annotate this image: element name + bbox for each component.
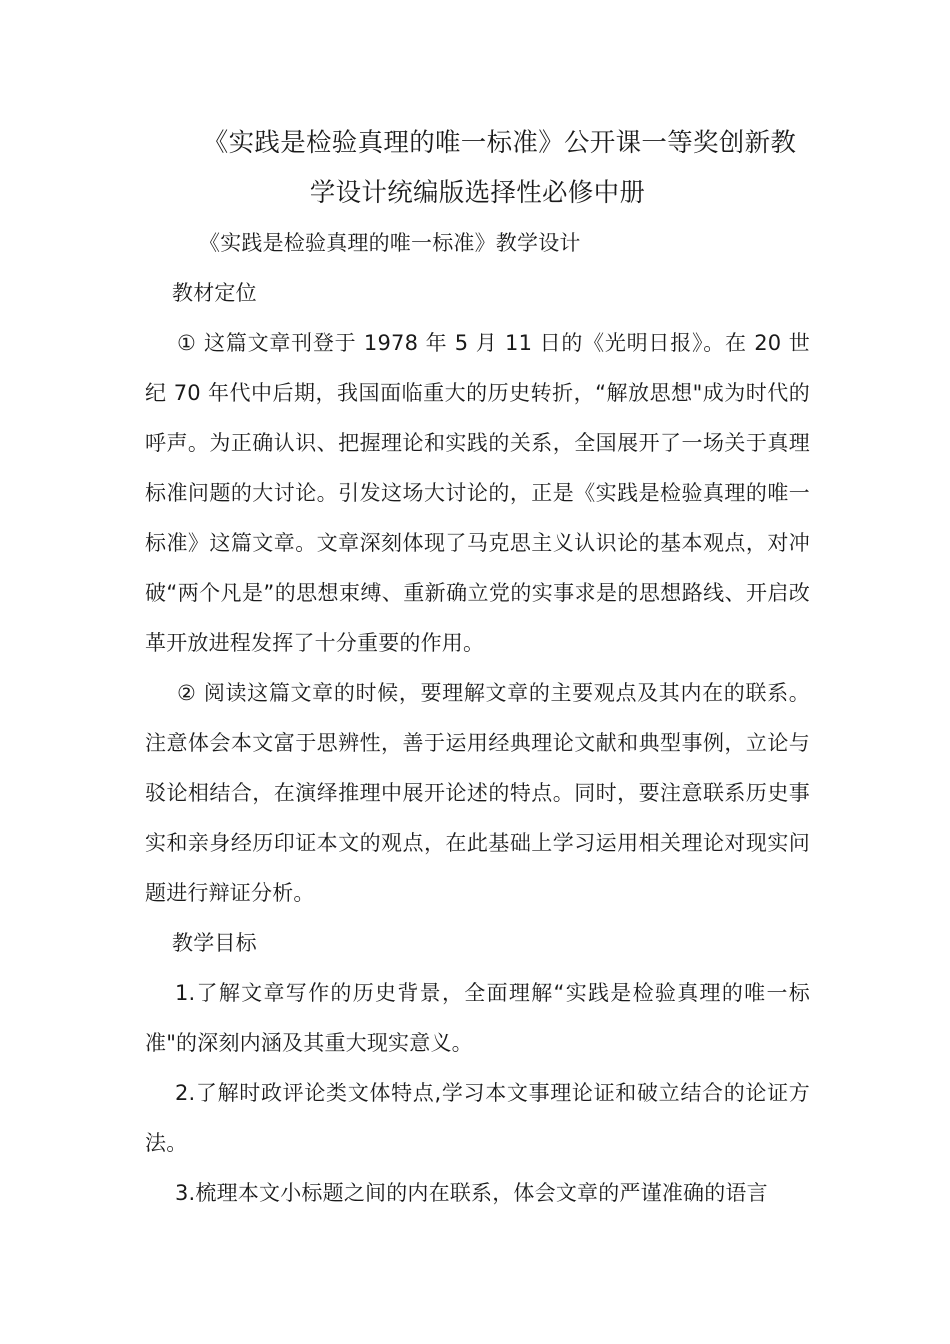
paragraph-1: ① 这篇文章刊登于 1978 年 5 月 11 日的《光明日报》。在 20 世纪 70 年代中后期，我国面临重大的历史转折，“解放思想"成为时代的呼声。为正确认识、把握理论和实践的关系，全国展开了一场关于真理标准问题的大讨论。引发这场大讨论的，正是《实践是检验真理的唯一标准》这篇文章。文章深刻体现了马克思主义认识论的基本观点，对冲破“两个凡是”的思想束缚、重新确立党的实事求是的思想路线、开启改革开放进程发挥了十分重要的作用。 — [145, 331, 810, 655]
goal-item-3: 3.梳理本文小标题之间的内在联系，体会文章的严谨准确的语言 — [175, 1181, 768, 1205]
document-title — [145, 118, 810, 218]
section-heading-teaching-goals: 教学目标 — [172, 931, 257, 955]
document-page — [145, 118, 810, 1218]
paragraph-2: ② 阅读这篇文章的时候，要理解文章的主要观点及其内在的联系。注意体会本文富于思辨性，善于运用经典理论文献和典型事例，立论与驳论相结合，在演绎推理中展开论述的特点。同时，要注意联系历史事实和亲身经历印证本文的观点，在此基础上学习运用相关理论对现实问题进行辩证分析。 — [145, 681, 810, 905]
title-line-2: 学设计统编版选择性必修中册 — [309, 178, 646, 208]
section-heading-textbook-positioning: 教材定位 — [172, 281, 257, 305]
goal-item-2: 2.了解时政评论类文体特点,学习本文事理论证和破立结合的论证方法。 — [145, 1081, 810, 1155]
document-subtitle: 《实践是检验真理的唯一标准》教学设计 — [199, 231, 581, 255]
title-line-1: 《实践是检验真理的唯一标准》公开课一等奖创新教 — [202, 128, 797, 158]
goal-item-1: 1.了解文章写作的历史背景，全面理解“实践是检验真理的唯一标准"的深刻内涵及其重大现实意义。 — [145, 981, 810, 1055]
